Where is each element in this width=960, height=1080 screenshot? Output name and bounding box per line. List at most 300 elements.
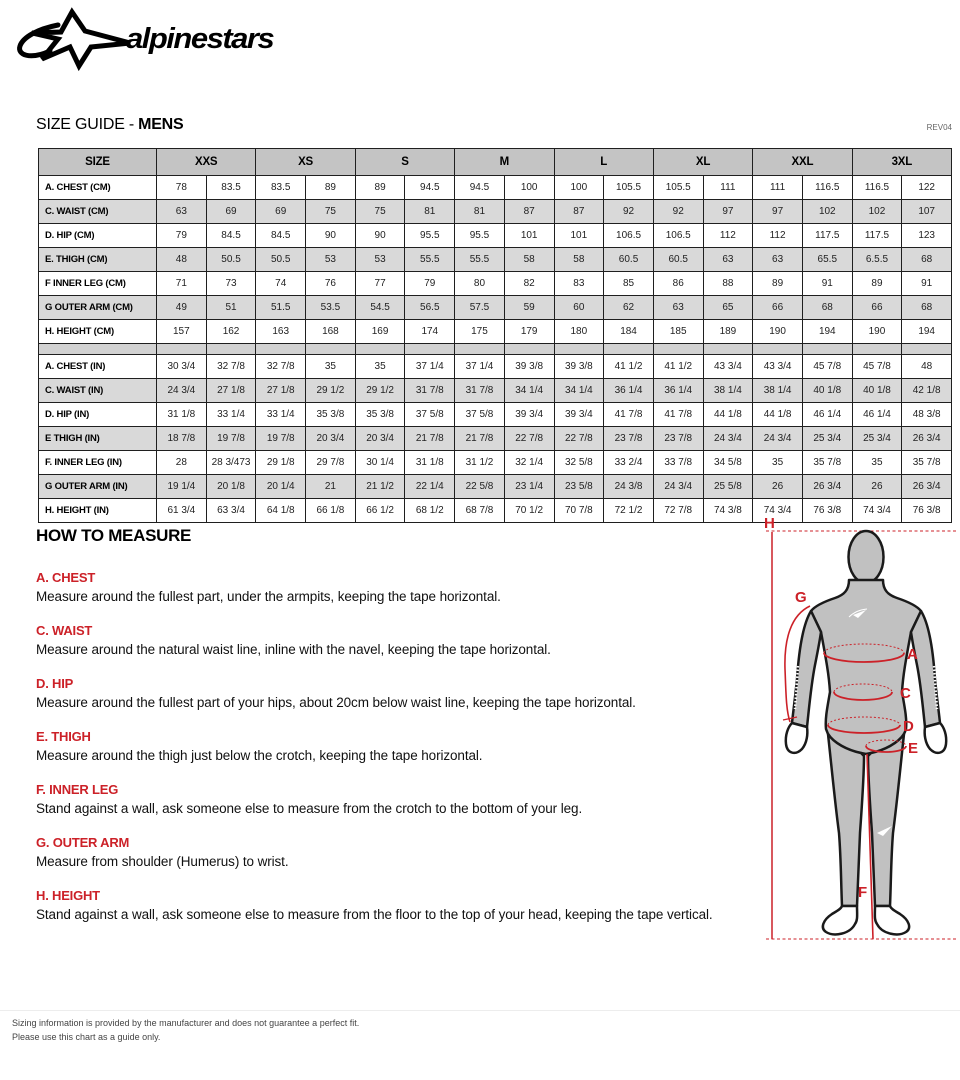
measure-item-text: Stand against a wall, ask someone else to measure from the crotch to the bottom of your leg. [36, 801, 583, 816]
value-cell: 51.5 [256, 296, 306, 320]
value-cell: 117.5 [852, 224, 902, 248]
value-cell: 74 [256, 272, 306, 296]
value-cell: 26 3/4 [802, 475, 852, 499]
value-cell: 62 [604, 296, 654, 320]
value-cell: 122 [902, 176, 952, 200]
value-cell: 39 3/4 [504, 403, 554, 427]
value-cell: 100 [554, 176, 604, 200]
size-header: 3XL [852, 149, 951, 176]
size-table [38, 148, 952, 523]
value-cell: 41 7/8 [604, 403, 654, 427]
value-cell: 112 [753, 224, 803, 248]
value-cell: 46 1/4 [852, 403, 902, 427]
value-cell: 85 [604, 272, 654, 296]
label-h-height: H [764, 515, 775, 532]
size-header: XS [256, 149, 355, 176]
row-label: E THIGH (IN) [39, 427, 157, 451]
table-row [39, 403, 952, 427]
value-cell: 105.5 [604, 176, 654, 200]
row-label: F. INNER LEG (IN) [39, 451, 157, 475]
value-cell: 35 7/8 [802, 451, 852, 475]
value-cell: 23 7/8 [653, 427, 703, 451]
measure-item-label: E. THIGH [36, 729, 91, 744]
value-cell: 90 [355, 224, 405, 248]
value-cell: 92 [604, 200, 654, 224]
value-cell: 100 [504, 176, 554, 200]
left-arm [792, 611, 821, 727]
value-cell: 43 3/4 [703, 355, 753, 379]
measure-item-text: Measure around the natural waist line, inline with the navel, keeping the tape horizontal. [36, 642, 551, 657]
value-cell: 91 [802, 272, 852, 296]
value-cell: 53 [306, 248, 356, 272]
measure-item [36, 570, 738, 605]
table-row [39, 379, 952, 403]
value-cell: 26 [852, 475, 902, 499]
value-cell: 31 7/8 [405, 379, 455, 403]
value-cell: 26 3/4 [902, 427, 952, 451]
value-cell: 23 1/4 [504, 475, 554, 499]
value-cell: 20 1/8 [206, 475, 256, 499]
value-cell: 80 [455, 272, 505, 296]
separator-cell [753, 344, 803, 355]
separator-cell [852, 344, 902, 355]
value-cell: 102 [852, 200, 902, 224]
value-cell: 76 [306, 272, 356, 296]
table-row [39, 427, 952, 451]
value-cell: 22 5/8 [455, 475, 505, 499]
value-cell: 82 [504, 272, 554, 296]
value-cell: 25 3/4 [852, 427, 902, 451]
value-cell: 66 [852, 296, 902, 320]
value-cell: 83.5 [206, 176, 256, 200]
value-cell: 46 1/4 [802, 403, 852, 427]
separator-cell [554, 344, 604, 355]
value-cell: 92 [653, 200, 703, 224]
value-cell: 72 1/2 [604, 499, 654, 523]
separator-cell [39, 344, 157, 355]
table-row [39, 200, 952, 224]
value-cell: 174 [405, 320, 455, 344]
value-cell: 194 [802, 320, 852, 344]
value-cell: 73 [206, 272, 256, 296]
value-cell: 51 [206, 296, 256, 320]
table-row [39, 320, 952, 344]
measure-item [36, 835, 738, 870]
value-cell: 30 3/4 [157, 355, 207, 379]
value-cell: 22 7/8 [504, 427, 554, 451]
logo-wordmark: alpinestars [126, 22, 274, 55]
value-cell: 31 1/8 [157, 403, 207, 427]
value-cell: 102 [802, 200, 852, 224]
footer-divider [0, 1010, 960, 1011]
measure-item-label: H. HEIGHT [36, 888, 100, 903]
table-row [39, 224, 952, 248]
separator-cell [455, 344, 505, 355]
value-cell: 63 [653, 296, 703, 320]
measure-item-label: G. OUTER ARM [36, 835, 130, 850]
value-cell: 106.5 [604, 224, 654, 248]
separator-cell [703, 344, 753, 355]
value-cell: 36 1/4 [653, 379, 703, 403]
value-cell: 74 3/4 [852, 499, 902, 523]
value-cell: 6.5.5 [852, 248, 902, 272]
value-cell: 37 1/4 [405, 355, 455, 379]
value-cell: 37 5/8 [455, 403, 505, 427]
disclaimer-line-2: Please use this chart as a guide only. [12, 1032, 161, 1042]
value-cell: 84.5 [256, 224, 306, 248]
value-cell: 31 1/2 [455, 451, 505, 475]
value-cell: 27 1/8 [206, 379, 256, 403]
value-cell: 44 1/8 [753, 403, 803, 427]
value-cell: 30 1/4 [355, 451, 405, 475]
measure-item-text: Measure around the fullest part, under the armpits, keeping the tape horizontal. [36, 589, 501, 604]
value-cell: 24 3/4 [703, 427, 753, 451]
value-cell: 66 [753, 296, 803, 320]
value-cell: 24 3/4 [157, 379, 207, 403]
value-cell: 106.5 [653, 224, 703, 248]
separator-cell [653, 344, 703, 355]
value-cell: 29 1/8 [256, 451, 306, 475]
measure-item-text: Stand against a wall, ask someone else to measure from the floor to the top of your head, keeping the tape vertical. [36, 907, 713, 922]
value-cell: 21 7/8 [405, 427, 455, 451]
value-cell: 45 7/8 [852, 355, 902, 379]
value-cell: 35 [852, 451, 902, 475]
row-label: C. WAIST (CM) [39, 200, 157, 224]
value-cell: 24 3/8 [604, 475, 654, 499]
value-cell: 29 1/2 [355, 379, 405, 403]
measure-item [36, 676, 738, 711]
value-cell: 49 [157, 296, 207, 320]
value-cell: 111 [753, 176, 803, 200]
value-cell: 77 [355, 272, 405, 296]
value-cell: 65.5 [802, 248, 852, 272]
value-cell: 68 [802, 296, 852, 320]
value-cell: 64 1/8 [256, 499, 306, 523]
value-cell: 180 [554, 320, 604, 344]
separator-cell [902, 344, 952, 355]
value-cell: 34 5/8 [703, 451, 753, 475]
value-cell: 58 [554, 248, 604, 272]
label-g-outer-arm: G [795, 589, 807, 606]
right-hand [925, 723, 947, 753]
value-cell: 50.5 [206, 248, 256, 272]
value-cell: 54.5 [355, 296, 405, 320]
value-cell: 27 1/8 [256, 379, 306, 403]
value-cell: 94.5 [455, 176, 505, 200]
row-label: C. WAIST (IN) [39, 379, 157, 403]
value-cell: 179 [504, 320, 554, 344]
value-cell: 29 7/8 [306, 451, 356, 475]
value-cell: 41 1/2 [653, 355, 703, 379]
value-cell: 48 [902, 355, 952, 379]
value-cell: 83 [554, 272, 604, 296]
value-cell: 24 3/4 [753, 427, 803, 451]
title-prefix: SIZE GUIDE - [36, 116, 135, 133]
table-row [39, 451, 952, 475]
how-to-measure-heading: HOW TO MEASURE [36, 526, 192, 545]
row-label: A. CHEST (CM) [39, 176, 157, 200]
head [849, 531, 884, 583]
alpinestars-star-icon [14, 6, 132, 72]
value-cell: 31 1/8 [405, 451, 455, 475]
value-cell: 58 [504, 248, 554, 272]
value-cell: 33 7/8 [653, 451, 703, 475]
value-cell: 95.5 [405, 224, 455, 248]
size-header: L [554, 149, 653, 176]
left-hand [786, 723, 808, 753]
size-header: M [455, 149, 554, 176]
value-cell: 81 [405, 200, 455, 224]
value-cell: 22 7/8 [554, 427, 604, 451]
value-cell: 63 3/4 [206, 499, 256, 523]
value-cell: 21 1/2 [355, 475, 405, 499]
value-cell: 28 3/473 [206, 451, 256, 475]
value-cell: 89 [753, 272, 803, 296]
value-cell: 53 [355, 248, 405, 272]
measure-item [36, 623, 738, 658]
value-cell: 21 [306, 475, 356, 499]
separator-cell [504, 344, 554, 355]
value-cell: 55.5 [455, 248, 505, 272]
value-cell: 74 3/4 [753, 499, 803, 523]
row-label: G OUTER ARM (CM) [39, 296, 157, 320]
value-cell: 69 [256, 200, 306, 224]
value-cell: 63 [157, 200, 207, 224]
value-cell: 35 3/8 [306, 403, 356, 427]
row-label: D. HIP (CM) [39, 224, 157, 248]
value-cell: 43 3/4 [753, 355, 803, 379]
how-to-measure-section [36, 526, 738, 941]
separator-cell [157, 344, 207, 355]
value-cell: 68 [902, 296, 952, 320]
value-cell: 70 1/2 [504, 499, 554, 523]
value-cell: 20 1/4 [256, 475, 306, 499]
value-cell: 50.5 [256, 248, 306, 272]
value-cell: 75 [306, 200, 356, 224]
value-cell: 168 [306, 320, 356, 344]
value-cell: 75 [355, 200, 405, 224]
value-cell: 66 1/2 [355, 499, 405, 523]
value-cell: 35 7/8 [902, 451, 952, 475]
row-label: E. THIGH (CM) [39, 248, 157, 272]
value-cell: 39 3/4 [554, 403, 604, 427]
label-d-hip: D [903, 718, 914, 735]
value-cell: 86 [653, 272, 703, 296]
table-row [39, 296, 952, 320]
value-cell: 29 1/2 [306, 379, 356, 403]
value-cell: 33 1/4 [256, 403, 306, 427]
measure-item-text: Measure around the fullest part of your hips, about 20cm below waist line, keeping the tape horizontal. [36, 695, 636, 710]
value-cell: 68 [902, 248, 952, 272]
value-cell: 38 1/4 [753, 379, 803, 403]
value-cell: 76 3/8 [902, 499, 952, 523]
value-cell: 97 [753, 200, 803, 224]
value-cell: 48 3/8 [902, 403, 952, 427]
value-cell: 32 7/8 [206, 355, 256, 379]
table-row [39, 176, 952, 200]
value-cell: 20 3/4 [355, 427, 405, 451]
value-cell: 74 3/8 [703, 499, 753, 523]
value-cell: 111 [703, 176, 753, 200]
value-cell: 44 1/8 [703, 403, 753, 427]
value-cell: 39 3/8 [504, 355, 554, 379]
row-label: A. CHEST (IN) [39, 355, 157, 379]
right-foot [875, 906, 909, 934]
value-cell: 19 7/8 [256, 427, 306, 451]
table-header-row [39, 149, 952, 176]
value-cell: 33 1/4 [206, 403, 256, 427]
measure-item-label: C. WAIST [36, 623, 93, 638]
value-cell: 37 1/4 [455, 355, 505, 379]
value-cell: 107 [902, 200, 952, 224]
value-cell: 45 7/8 [802, 355, 852, 379]
value-cell: 89 [355, 176, 405, 200]
size-header: S [355, 149, 454, 176]
left-foot [823, 906, 857, 934]
value-cell: 42 1/8 [902, 379, 952, 403]
value-cell: 41 7/8 [653, 403, 703, 427]
value-cell: 32 5/8 [554, 451, 604, 475]
value-cell: 79 [157, 224, 207, 248]
table-row [39, 475, 952, 499]
table-row [39, 248, 952, 272]
table-row [39, 272, 952, 296]
value-cell: 194 [902, 320, 952, 344]
value-cell: 169 [355, 320, 405, 344]
value-cell: 35 [355, 355, 405, 379]
row-label: H. HEIGHT (IN) [39, 499, 157, 523]
table-body [39, 176, 952, 523]
value-cell: 117.5 [802, 224, 852, 248]
value-cell: 63 [703, 248, 753, 272]
value-cell: 83.5 [256, 176, 306, 200]
row-label: F INNER LEG (CM) [39, 272, 157, 296]
size-column-header: SIZE [39, 149, 157, 176]
value-cell: 87 [504, 200, 554, 224]
value-cell: 68 1/2 [405, 499, 455, 523]
separator-cell [206, 344, 256, 355]
value-cell: 91 [902, 272, 952, 296]
size-header: XXL [753, 149, 852, 176]
value-cell: 22 1/4 [405, 475, 455, 499]
value-cell: 157 [157, 320, 207, 344]
label-f-inner-leg: F [858, 884, 868, 901]
value-cell: 20 3/4 [306, 427, 356, 451]
value-cell: 70 7/8 [554, 499, 604, 523]
value-cell: 84.5 [206, 224, 256, 248]
value-cell: 37 5/8 [405, 403, 455, 427]
value-cell: 89 [852, 272, 902, 296]
value-cell: 162 [206, 320, 256, 344]
measure-list [36, 570, 738, 923]
value-cell: 65 [703, 296, 753, 320]
separator-cell [604, 344, 654, 355]
label-c-waist: C [900, 685, 911, 702]
value-cell: 25 3/4 [802, 427, 852, 451]
value-cell: 36 1/4 [604, 379, 654, 403]
value-cell: 23 7/8 [604, 427, 654, 451]
value-cell: 94.5 [405, 176, 455, 200]
value-cell: 116.5 [852, 176, 902, 200]
row-label: D. HIP (IN) [39, 403, 157, 427]
value-cell: 34 1/4 [554, 379, 604, 403]
value-cell: 21 7/8 [455, 427, 505, 451]
label-e-thigh: E [908, 740, 919, 757]
value-cell: 190 [753, 320, 803, 344]
value-cell: 59 [504, 296, 554, 320]
value-cell: 63 [753, 248, 803, 272]
value-cell: 88 [703, 272, 753, 296]
value-cell: 28 [157, 451, 207, 475]
value-cell: 79 [405, 272, 455, 296]
value-cell: 163 [256, 320, 306, 344]
value-cell: 38 1/4 [703, 379, 753, 403]
label-a-chest: A [907, 646, 918, 663]
value-cell: 78 [157, 176, 207, 200]
measure-item [36, 888, 738, 923]
value-cell: 190 [852, 320, 902, 344]
value-cell: 33 2/4 [604, 451, 654, 475]
revision-label: REV04 [926, 123, 952, 132]
value-cell: 105.5 [653, 176, 703, 200]
body-measurement-diagram [740, 513, 960, 1005]
value-cell: 60.5 [604, 248, 654, 272]
value-cell: 32 1/4 [504, 451, 554, 475]
value-cell: 60 [554, 296, 604, 320]
size-header: XL [653, 149, 752, 176]
separator-cell [802, 344, 852, 355]
value-cell: 189 [703, 320, 753, 344]
value-cell: 26 3/4 [902, 475, 952, 499]
value-cell: 53.5 [306, 296, 356, 320]
separator-cell [306, 344, 356, 355]
value-cell: 35 [306, 355, 356, 379]
value-cell: 112 [703, 224, 753, 248]
value-cell: 31 7/8 [455, 379, 505, 403]
value-cell: 56.5 [405, 296, 455, 320]
value-cell: 116.5 [802, 176, 852, 200]
value-cell: 25 5/8 [703, 475, 753, 499]
value-cell: 71 [157, 272, 207, 296]
value-cell: 97 [703, 200, 753, 224]
unit-separator-row [39, 344, 952, 355]
measure-item-label: A. CHEST [36, 570, 96, 585]
value-cell: 90 [306, 224, 356, 248]
measure-item-text: Measure around the thigh just below the crotch, keeping the tape horizontal. [36, 748, 483, 763]
disclaimer-line-1: Sizing information is provided by the manufacturer and does not guarantee a perfect fit. [12, 1018, 360, 1028]
table-head [39, 149, 952, 176]
value-cell: 101 [554, 224, 604, 248]
table-row [39, 355, 952, 379]
value-cell: 123 [902, 224, 952, 248]
measure-item-label: F. INNER LEG [36, 782, 119, 797]
row-label: H. HEIGHT (CM) [39, 320, 157, 344]
separator-cell [256, 344, 306, 355]
value-cell: 87 [554, 200, 604, 224]
measure-item [36, 782, 738, 817]
value-cell: 39 3/8 [554, 355, 604, 379]
value-cell: 24 3/4 [653, 475, 703, 499]
alpinestars-logo [14, 6, 273, 72]
value-cell: 184 [604, 320, 654, 344]
value-cell: 41 1/2 [604, 355, 654, 379]
left-leg [828, 734, 864, 906]
value-cell: 175 [455, 320, 505, 344]
title-gender: MENS [138, 116, 184, 133]
value-cell: 35 3/8 [355, 403, 405, 427]
value-cell: 89 [306, 176, 356, 200]
value-cell: 68 7/8 [455, 499, 505, 523]
